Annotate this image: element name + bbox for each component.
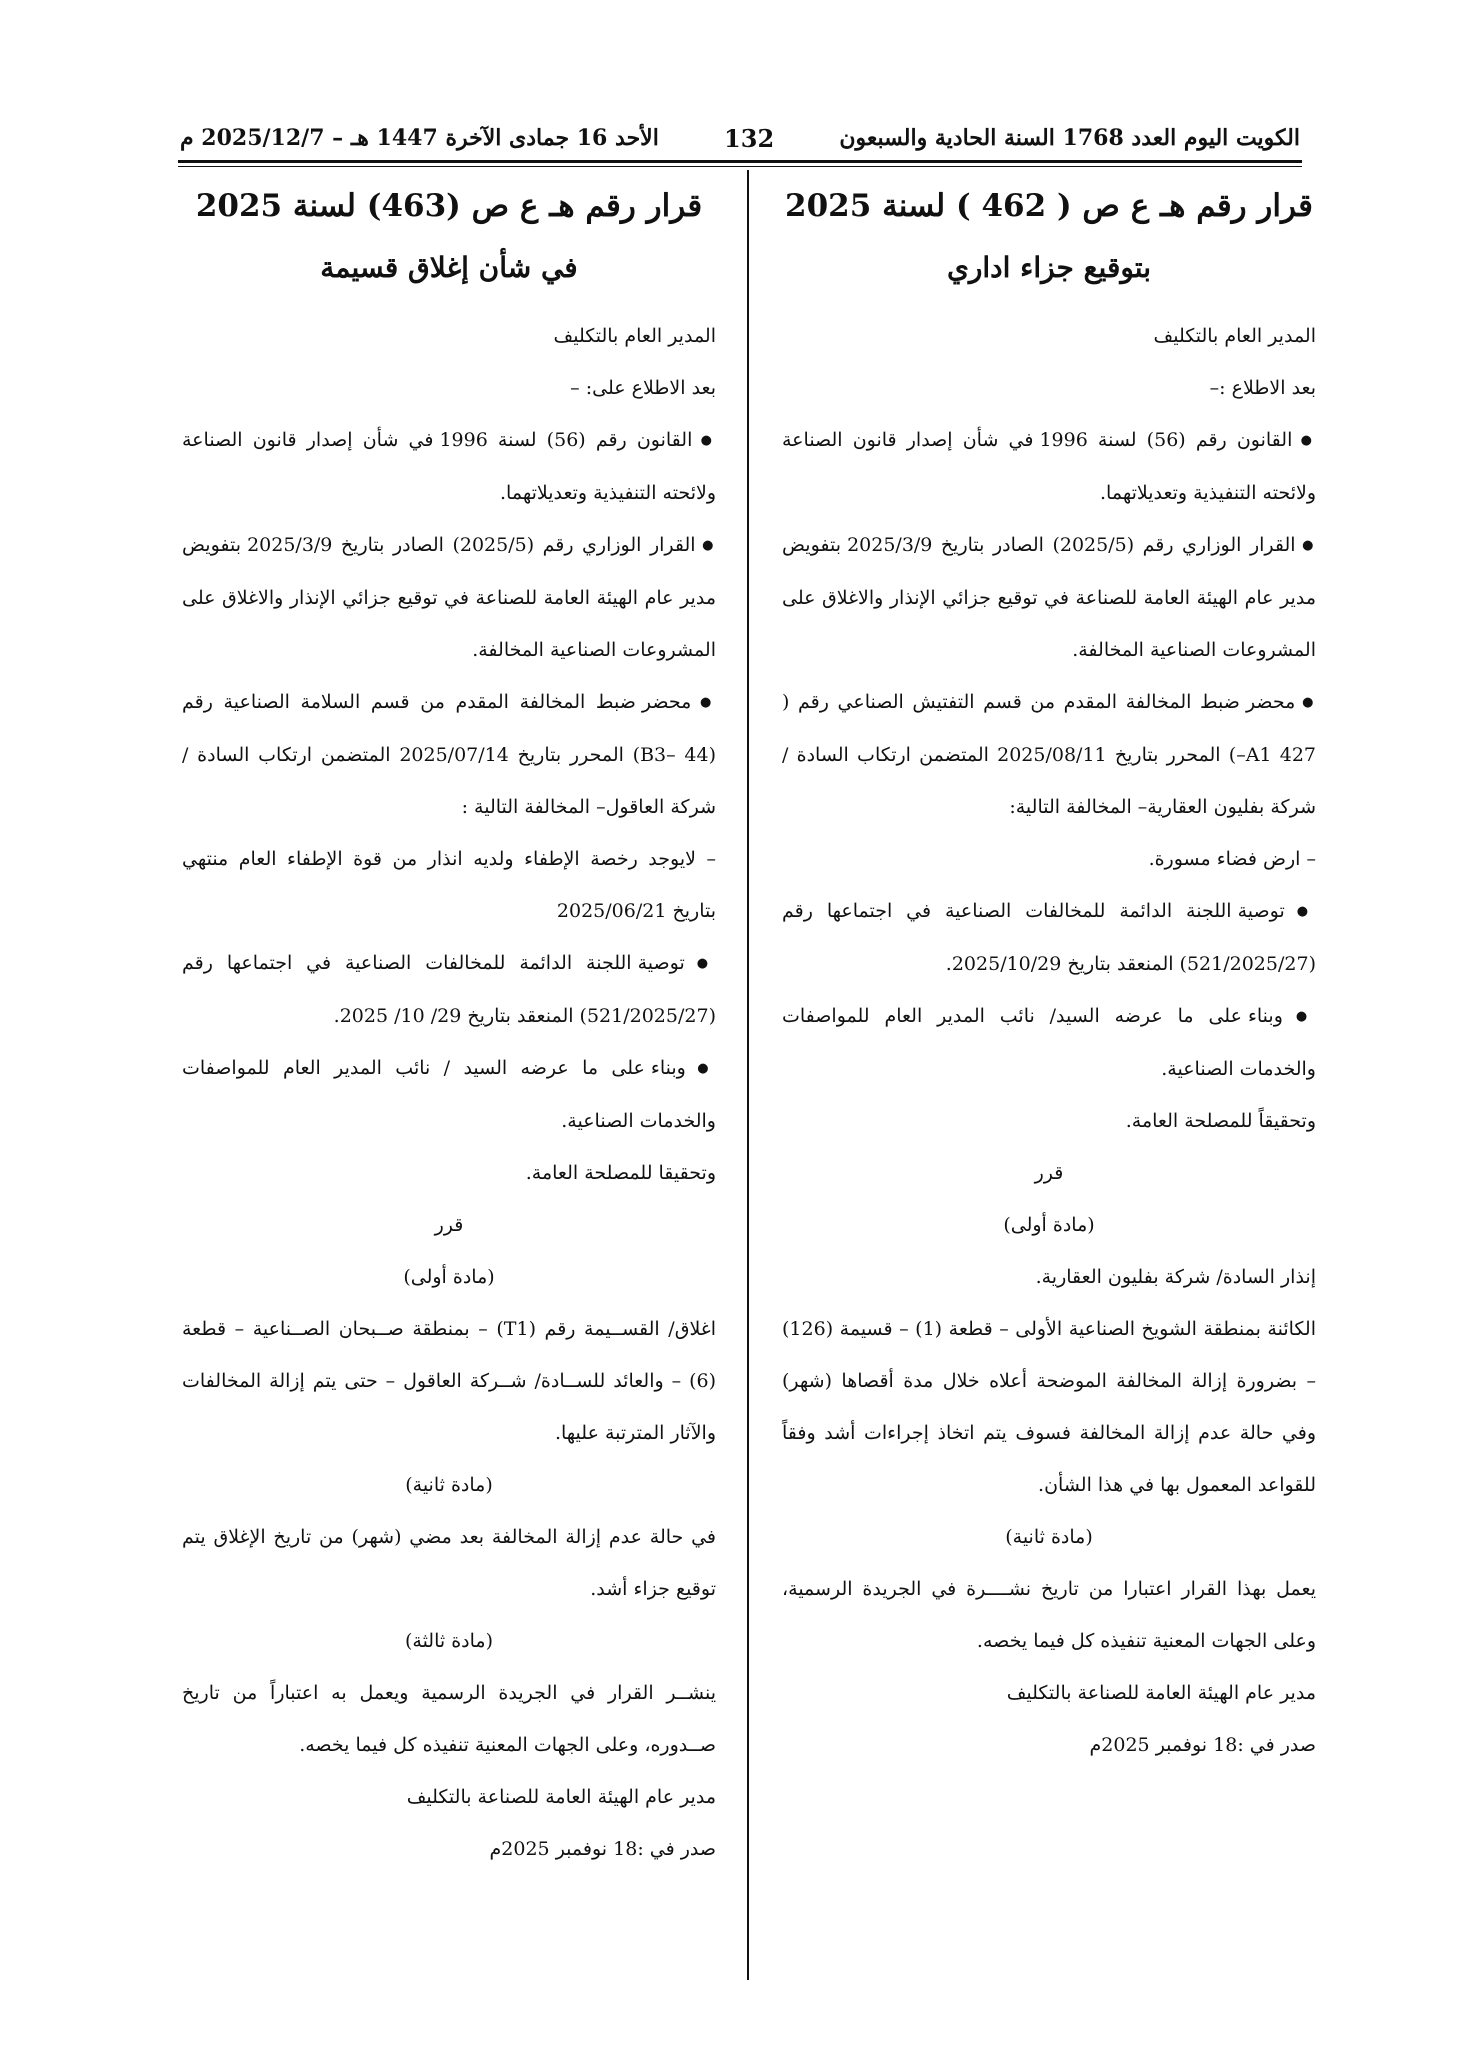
- header-date: الأحد 16 جمادى الآخرة 1447 هـ – 2025/12/7 م: [180, 125, 659, 151]
- after-reviewing: بعد الاطلاع على: –: [570, 377, 716, 399]
- decided-heading: قرر: [1034, 1162, 1064, 1184]
- article-one-text: إنذار السادة/ شركة بفليون العقارية.: [1035, 1266, 1316, 1288]
- article-three-text: ينشــر القرار في الجريدة الرسمية ويعمل به اعتباراً من تاريخ صــدوره، وعلى الجهات المعنية تنفيذه كل فيما يخصه.: [182, 1682, 716, 1756]
- article-one-text: اغلاق/ القســيمة رقم (T1) – بمنطقة صــبحان الصــناعية – قطعة (6) – والعائد للســادة/ شــركة العاقول – حتى يتم إزالة المخالفات والآثار المترتبة عليها.: [182, 1318, 716, 1444]
- ministerial-decision: ● القرار الوزاري رقم (2025/5) الصادر بتاريخ 2025/3/9 بتفويض مدير عام الهيئة العامة للصناعة في توقيع جزائي الإنذار والاغلاق على المشروعات الصناعية المخالفة.: [182, 519, 716, 676]
- article-two-text: في حالة عدم إزالة المخالفة بعد مضي (شهر) من تاريخ الإغلاق يتم توقيع جزاء أشد.: [182, 1526, 716, 1600]
- committee-recommendation: ● توصية اللجنة الدائمة للمخالفات الصناعية في اجتماعها رقم (521/2025/27) المنعقد بتاريخ 2025/10/29.: [782, 885, 1316, 990]
- decision-463-title: قرار رقم هـ ع ص (463) لسنة 2025: [195, 188, 703, 224]
- violation-report: ● محضر ضبط المخالفة المقدم من قسم السلامة الصناعية رقم (B3– 44) المحرر بتاريخ 2025/07/14 المتضمن ارتكاب السادة / شركة العاقول– المخالفة التالية :: [182, 676, 716, 833]
- article-one-heading: (مادة أولى): [1003, 1214, 1095, 1236]
- decision-462-column: [782, 172, 1316, 1771]
- public-interest: وتحقيقا للمصلحة العامة.: [525, 1162, 716, 1184]
- signature-title: مدير عام الهيئة العامة للصناعة بالتكليف: [1006, 1682, 1316, 1704]
- page-number: 132: [724, 123, 775, 153]
- decision-462-title: قرار رقم هـ ع ص ( 462 ) لسنة 2025: [785, 188, 1313, 224]
- violation-item: – ارض فضاء مسورة.: [1148, 848, 1316, 870]
- article-two-heading: (مادة ثانية): [1005, 1526, 1093, 1548]
- decision-462-subtitle: بتوقيع جزاء اداري: [946, 251, 1152, 284]
- issue-date: صدر في :18 نوفمبر 2025م: [1089, 1734, 1316, 1756]
- law-reference: ● القانون رقم (56) لسنة 1996 في شأن إصدار قانون الصناعة ولائحته التنفيذية وتعديلاتهما.: [182, 414, 716, 519]
- violation-item: – لايوجد رخصة الإطفاء ولديه انذار من قوة الإطفاء العام منتهي بتاريخ 2025/06/21: [182, 848, 716, 922]
- deputy-presentation: ● وبناء على ما عرضه السيد/ نائب المدير العام للمواصفات والخدمات الصناعية.: [782, 990, 1316, 1095]
- after-reviewing: بعد الاطلاع :–: [1209, 377, 1316, 399]
- signatory-heading: المدير العام بالتكليف: [1153, 325, 1316, 347]
- violation-report: ● محضر ضبط المخالفة المقدم من قسم التفتيش الصناعي رقم ( A1 427–) المحرر بتاريخ 2025/08/11 المتضمن ارتكاب السادة / شركة بفليون العقارية– المخالفة التالية:: [782, 676, 1316, 833]
- header-rule-thick: [178, 160, 1302, 163]
- article-two-heading: (مادة ثانية): [405, 1474, 493, 1496]
- public-interest: وتحقيقاً للمصلحة العامة.: [1125, 1110, 1316, 1132]
- decision-463-column: [182, 172, 716, 1875]
- article-one-heading: (مادة أولى): [403, 1266, 495, 1288]
- ministerial-decision: ● القرار الوزاري رقم (2025/5) الصادر بتاريخ 2025/3/9 بتفويض مدير عام الهيئة العامة للصناعة في توقيع جزائي الإنذار والاغلاق على المشروعات الصناعية المخالفة.: [782, 519, 1316, 676]
- article-two-text: يعمل بهذا القرار اعتبارا من تاريخ نشــــرة في الجريدة الرسمية، وعلى الجهات المعنية تنفيذه كل فيما يخصه.: [782, 1578, 1316, 1652]
- signature-title: مدير عام الهيئة العامة للصناعة بالتكليف: [406, 1786, 716, 1808]
- signatory-heading: المدير العام بالتكليف: [553, 325, 716, 347]
- law-reference: ● القانون رقم (56) لسنة 1996 في شأن إصدار قانون الصناعة ولائحته التنفيذية وتعديلاتهما.: [782, 414, 1316, 519]
- decided-heading: قرر: [434, 1214, 464, 1236]
- article-one-details: الكائنة بمنطقة الشويخ الصناعية الأولى – قطعة (1) – قسيمة (126) – بضرورة إزالة المخالفة الموضحة أعلاه خلال مدة أقصاها (شهر) وفي حالة عدم إزالة المخالفة فسوف يتم اتخاذ إجراءات أشد وفقاً للقواعد المعمول بها في هذا الشأن.: [782, 1318, 1316, 1496]
- article-three-heading: (مادة ثالثة): [404, 1630, 494, 1652]
- page-header: [180, 118, 1300, 158]
- column-divider: [747, 170, 749, 1980]
- decision-463-subtitle: في شأن إغلاق قسيمة: [320, 251, 578, 284]
- issue-date: صدر في :18 نوفمبر 2025م: [489, 1838, 716, 1860]
- header-rule-thin: [178, 166, 1302, 167]
- deputy-presentation: ● وبناء على ما عرضه السيد / نائب المدير العام للمواصفات والخدمات الصناعية.: [182, 1042, 716, 1147]
- header-newspaper-issue: الكويت اليوم العدد 1768 السنة الحادية والسبعون: [839, 125, 1300, 151]
- committee-recommendation: ● توصية اللجنة الدائمة للمخالفات الصناعية في اجتماعها رقم (521/2025/27) المنعقد بتاريخ 29/ 10/ 2025.: [182, 937, 716, 1042]
